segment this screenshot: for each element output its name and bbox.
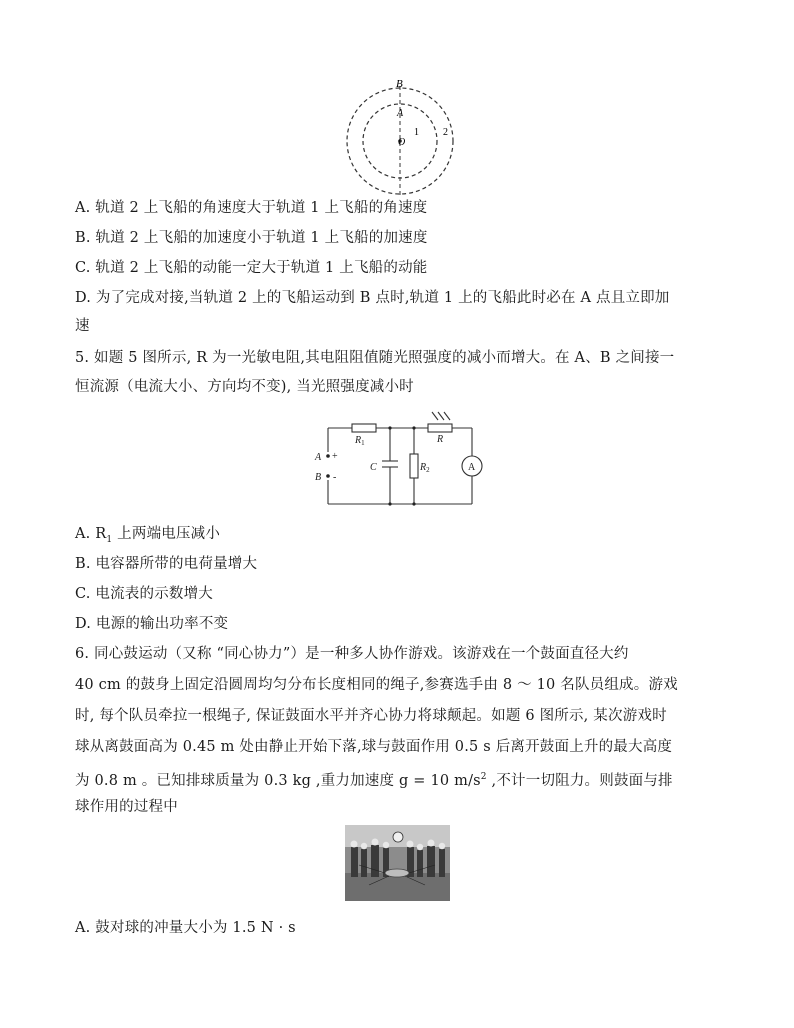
label-2: 2 [443, 127, 448, 138]
q6-option-a: A. 鼓对球的冲量大小为 1.5 N · s [75, 920, 296, 936]
photoresistor-r [428, 424, 452, 432]
label-O: O [398, 137, 406, 148]
terminal-a [326, 454, 330, 458]
label-r1: $R_1$ [355, 435, 365, 447]
resistor-r2 [410, 454, 418, 478]
resistor-r1 [352, 424, 376, 432]
label-b: B [315, 472, 322, 483]
q5-option-a: A. $R_1$ 上两端电压减小 [75, 526, 221, 545]
q6-stem-line4: 球从离鼓面高为 0.45 m 处由静止开始下落,球与鼓面作用 0.5 s 后离开鼓面上升的最大高度 [75, 739, 673, 755]
q5-option-c: C. 电流表的示数增大 [75, 586, 213, 602]
label-r: R [437, 434, 444, 445]
orbit-figure [330, 72, 470, 202]
label-c: C [370, 462, 377, 473]
q4-option-a: A. 轨道 2 上飞船的角速度大于轨道 1 上飞船的角速度 [75, 200, 428, 216]
q4-option-d-continued: 速 [75, 318, 90, 334]
q6-stem-line3: 时, 每个队员牵拉一根绳子, 保证鼓面水平并齐心协力将球颠起。如题 6 图所示, 某次游戏时 [75, 708, 667, 724]
ammeter-label: A [468, 462, 476, 473]
q6-stem-line5: 为 0.8 m 。已知排球质量为 0.3 kg ,重力加速度 g = 10 $m/s^2$ ,不计一切阻力。则鼓面与排 [75, 772, 673, 789]
q5-option-d: D. 电源的输出功率不变 [75, 616, 229, 632]
q4-option-c: C. 轨道 2 上飞船的动能一定大于轨道 1 上飞船的动能 [75, 260, 428, 276]
label-B: B [396, 78, 403, 90]
circuit-figure [310, 410, 500, 510]
label-minus: - [333, 472, 337, 483]
q6-stem-line2: 40 cm 的鼓身上固定沿圆周均匀分布长度相同的绳子,参赛选手由 8 ～ 10 名队员组成。游戏 [75, 677, 678, 693]
q4-option-d: D. 为了完成对接,当轨道 2 上的飞船运动到 B 点时,轨道 1 上的飞船此时必在 A 点且立即加 [75, 290, 670, 306]
label-plus: + [332, 451, 338, 462]
q5-stem-line1: 5. 如题 5 图所示, R 为一光敏电阻,其电阻阻值随光照强度的减小而增大。在 A、B 之间接一 [75, 350, 675, 366]
drum-game-photo [345, 825, 450, 901]
label-1: 1 [414, 127, 419, 138]
label-a: A [315, 452, 322, 463]
q6-stem-line6: 球作用的过程中 [75, 799, 178, 815]
q4-option-b: B. 轨道 2 上飞船的加速度小于轨道 1 上飞船的加速度 [75, 230, 428, 246]
label-A: A [397, 108, 404, 119]
q5-stem-line2: 恒流源（电流大小、方向均不变), 当光照强度减小时 [75, 379, 414, 395]
terminal-b [326, 474, 330, 478]
label-r2: $R_2$ [420, 462, 430, 474]
q5-option-b: B. 电容器所带的电荷量增大 [75, 556, 258, 572]
q6-stem-line1: 6. 同心鼓运动（又称 “同心协力”）是一种多人协作游戏。该游戏在一个鼓面直径大约 [75, 646, 629, 662]
